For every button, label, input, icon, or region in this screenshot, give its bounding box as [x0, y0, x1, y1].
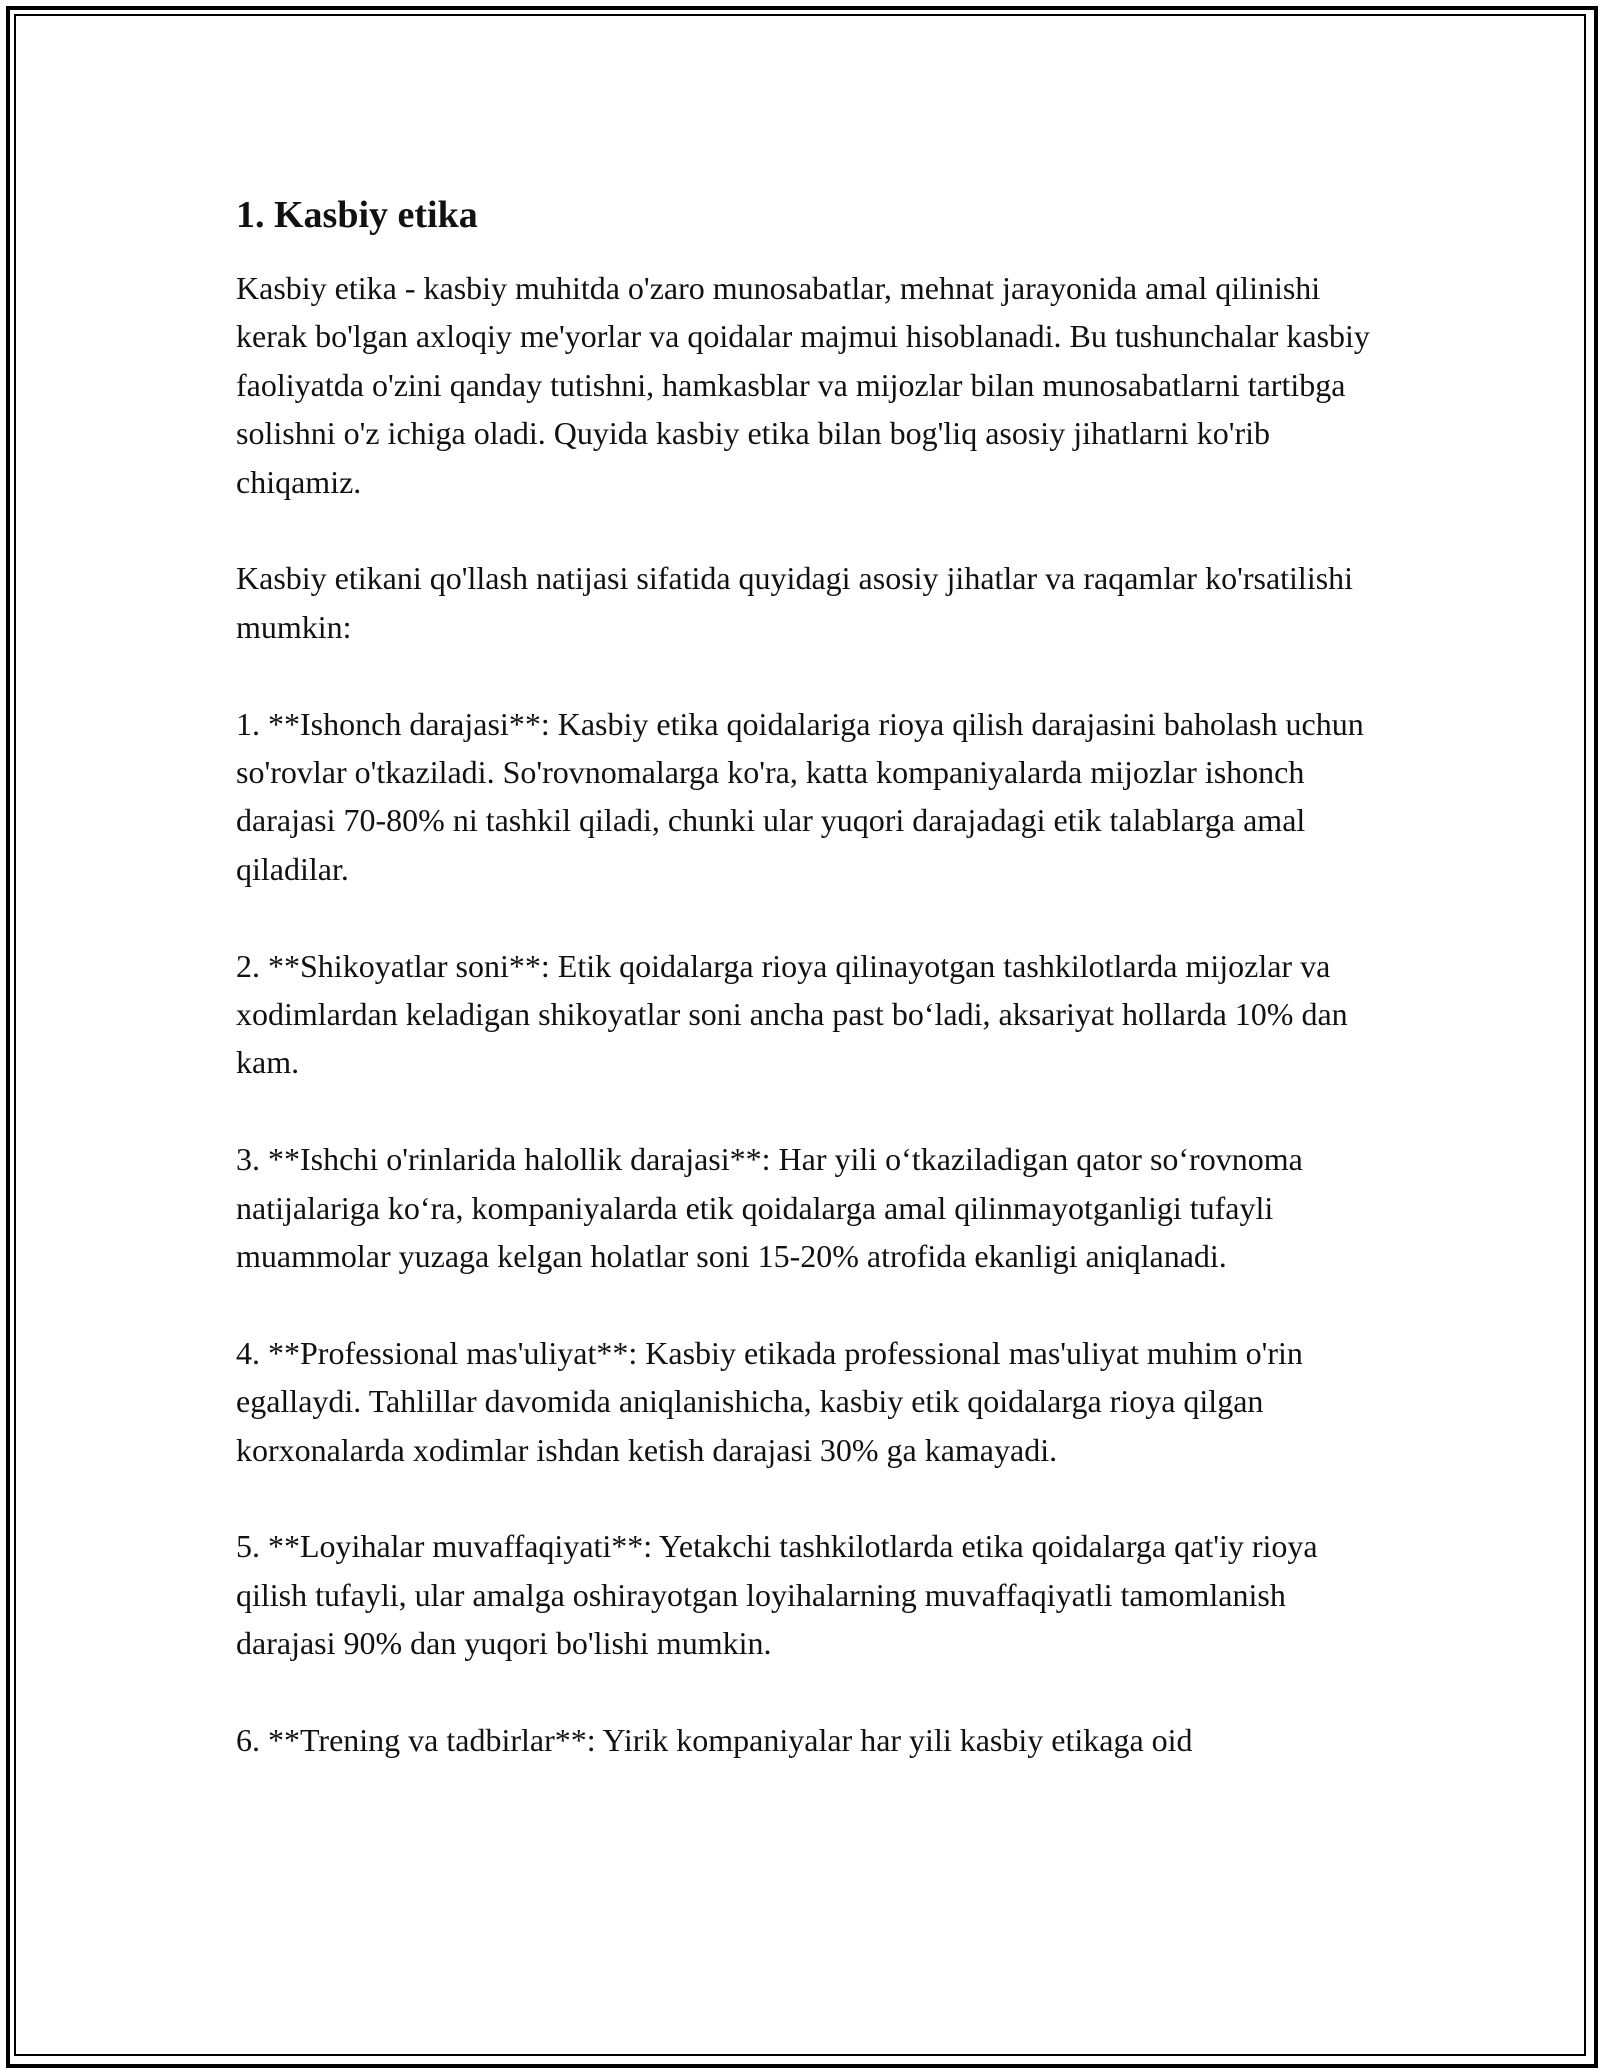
document-body: [236, 190, 1376, 1764]
list-item-training-events: 6. **Trening va tadbirlar**: Yirik kompaniyalar har yili kasbiy etikaga oid: [236, 1722, 1193, 1759]
list-item-project-success: 5. **Loyihalar muvaffaqiyati**: Yetakchi tashkilotlarda etika qoidalarga qat'iy rioya qilish tufayli, ular amalga oshirayotgan loyihalarning muvaffaqiyatli tamomlanish darajasi 90% dan yuqori bo'lishi mumkin.: [236, 1528, 1318, 1662]
intro-paragraph: Kasbiy etika - kasbiy muhitda o'zaro munosabatlar, mehnat jarayonida amal qilinishi kerak bo'lgan axloqiy me'yorlar va qoidalar majmui hisoblanadi. Bu tushunchalar kasbiy faoliyatda o'zini qanday tutishni, hamkasblar va mijozlar bilan munosabatlarni tartibga solishni o'z ichiga oladi. Quyida kasbiy etika bilan bog'liq asosiy jihatlarni ko'rib chiqamiz.: [236, 270, 1370, 500]
list-item-honesty-level: 3. **Ishchi o'rinlarida halollik darajasi**: Har yili o‘tkaziladigan qator so‘rovnoma natijalariga ko‘ra, kompaniyalarda etik qoidalarga amal qilinmayotganligi tufayli muammolar yuzaga kelgan holatlar soni 15-20% atrofida ekanligi aniqlanadi.: [236, 1141, 1303, 1275]
results-intro-paragraph: Kasbiy etikani qo'llash natijasi sifatida quyidagi asosiy jihatlar va raqamlar ko'rsatilishi mumkin:: [236, 560, 1354, 645]
list-item-trust-level: 1. **Ishonch darajasi**: Kasbiy etika qoidalariga rioya qilish darajasini baholash uchun so'rovlar o'tkaziladi. So'rovnomalarga ko'ra, katta kompaniyalarda mijozlar ishonch darajasi 70-80% ni tashkil qiladi, chunki ular yuqori darajadagi etik talablarga amal qiladilar.: [236, 705, 1364, 887]
list-item-professional-responsibility: 4. **Professional mas'uliyat**: Kasbiy etikada professional mas'uliyat muhim o'rin egallaydi. Tahlillar davomida aniqlanishicha, kasbiy etik qoidalarga rioya qilgan korxonalarda xodimlar ishdan ketish darajasi 30% ga kamayadi.: [236, 1334, 1303, 1468]
list-item-complaints: 2. **Shikoyatlar soni**: Etik qoidalarga rioya qilinayotgan tashkilotlarda mijozlar va xodimlardan keladigan shikoyatlar soni ancha past bo‘ladi, aksariyat hollarda 10% dan kam.: [236, 947, 1348, 1081]
section-heading: 1. Kasbiy etika: [236, 194, 478, 236]
